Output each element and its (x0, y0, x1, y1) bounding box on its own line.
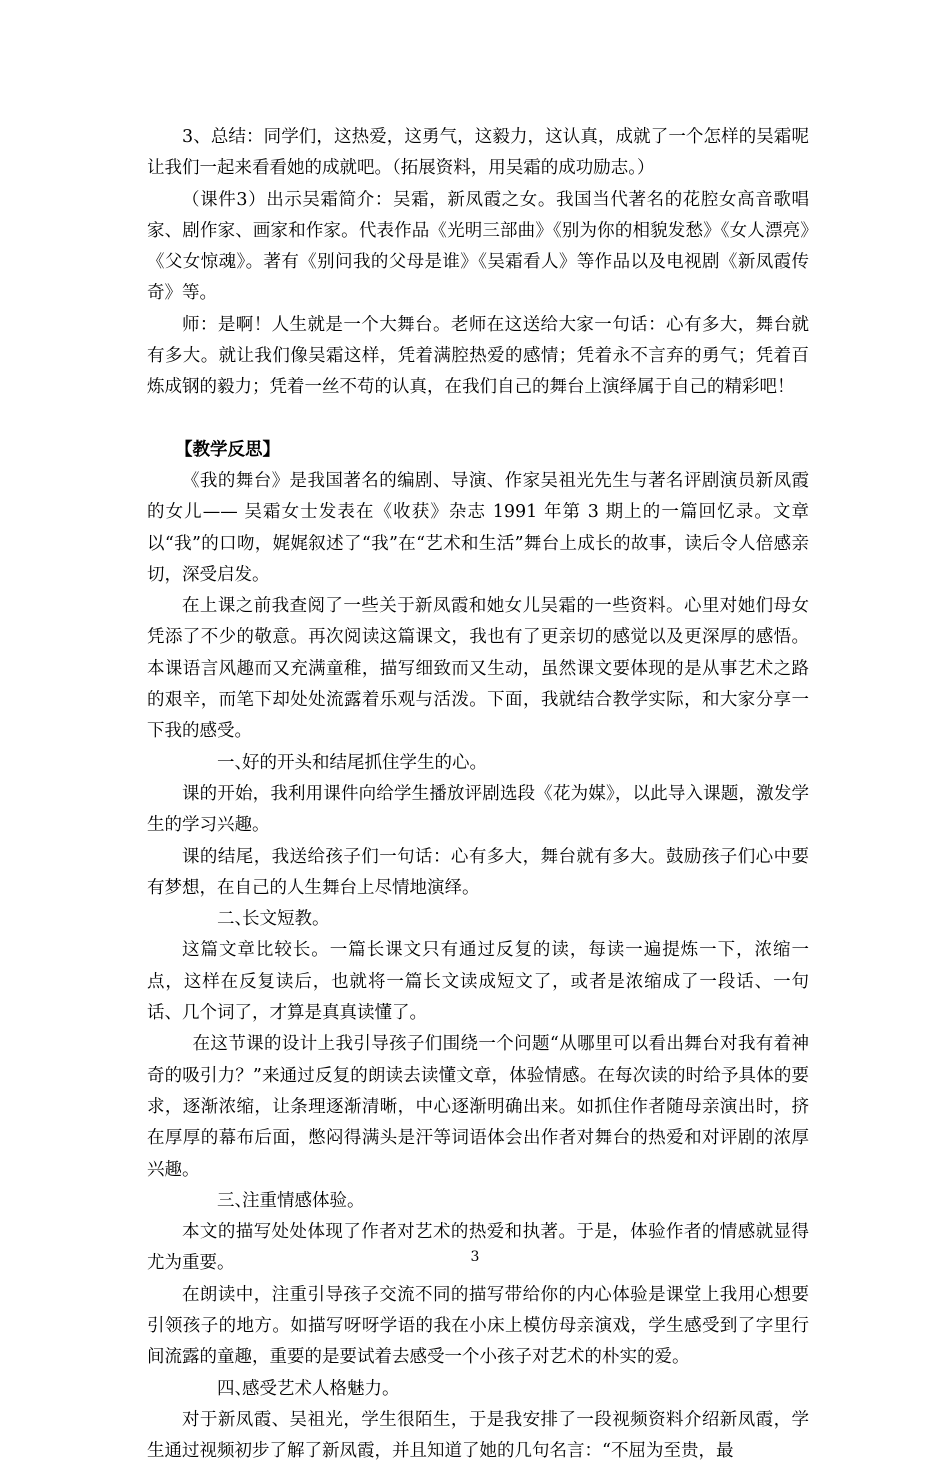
list-item-number: 三、 (217, 1190, 252, 1211)
section-heading-reflection: 【教学反思】 (175, 439, 280, 460)
list-item-1 (147, 748, 809, 779)
paragraph-long-text: 这篇文章比较长。一篇长课文只有通过反复的读，每读一遍提炼一下，浓缩一点，这样在反复读后，也就将一篇长文读成短文了，或者是浓缩成了一段话、一句话、几个词了，才算是真真读懂了。 (147, 940, 809, 1024)
list-item-number: 一、 (217, 752, 252, 773)
paragraph-summary: 3、总结：同学们，这热爱，这勇气，这毅力，这认真，成就了一个怎样的吴霜呢让我们一起来看看她的成就吧。（拓展资料，用吴霜的成功励志。） (147, 127, 809, 179)
paragraph-intro: 《我的舞台》是我国著名的编剧、导演、作家吴祖光先生与著名评剧演员新凤霞的女儿—— 吴霜女士发表在《收获》杂志 1991 年第 3 期上的一篇回忆录。文章以“我”的口吻，娓娓叙述了“我”在“艺术和生活”舞台上成长的故事，读后令人倍感亲切，深受启发。 (147, 470, 809, 585)
page-number: 3 (470, 1249, 480, 1265)
list-item-4 (147, 1374, 809, 1405)
paragraph-courseware: （课件3）出示吴霜简介：吴霜，新凤霞之女。我国当代著名的花腔女高音歌唱家、剧作家、画家和作家。代表作品《光明三部曲》《别为你的相貌发愁》《女人漂亮》《父女惊魂》。著有《别问我的父母是谁》《吴霜看人》等作品以及电视剧《新凤霞传奇》等。 (147, 189, 809, 304)
list-item-text: 注重情感体验。 (242, 1190, 365, 1211)
paragraph-video: 对于新凤霞、吴祖光，学生很陌生，于是我安排了一段视频资料介绍新凤霞，学生通过视频初步了解了新凤霞，并且知道了她的几句名言：“不屈为至贵，最 (147, 1409, 809, 1462)
document-body (147, 122, 809, 1467)
list-item-number: 二、 (217, 909, 252, 930)
list-item-text: 长文短教。 (242, 909, 330, 930)
list-item-2 (147, 904, 809, 935)
paragraph-ending: 课的结尾，我送给孩子们一句话：心有多大，舞台就有多大。鼓励孩子们心中要有梦想，在自己的人生舞台上尽情地演绎。 (147, 846, 809, 898)
paragraph-reading: 在朗读中，注重引导孩子交流不同的描写带给你的内心体验是课堂上我用心想要引领孩子的地方。如描写呀呀学语的我在小床上模仿母亲演戏，学生感受到了字里行间流露的童趣，重要的是要试着去感受一个小孩子对艺术的朴实的爱。 (147, 1284, 809, 1368)
list-item-3 (147, 1186, 809, 1217)
paragraph-preparation: 在上课之前我查阅了一些关于新凤霞和她女儿吴霜的一些资料。心里对她们母女凭添了不少的敬意。再次阅读这篇课文，我也有了更亲切的感觉以及更深厚的感悟。本课语言风趣而又充满童稚，描写细致而又生动，虽然课文要体现的是从事艺术之路的艰辛，而笔下却处处流露着乐观与活泼。下面，我就结合教学实际，和大家分享一下我的感受。 (147, 596, 809, 742)
paragraph-emotion: 本文的描写处处体现了作者对艺术的热爱和执著。于是，体验作者的情感就显得尤为重要。 (147, 1222, 809, 1274)
list-item-text: 好的开头和结尾抓住学生的心。 (242, 752, 487, 773)
paragraph-opening: 课的开始，我利用课件向给学生播放评剧选段《花为媒》，以此导入课题，激发学生的学习兴趣。 (147, 783, 809, 836)
paragraph-design: 在这节课的设计上我引导孩子们围绕一个问题“从哪里可以看出舞台对我有着神奇的吸引力？”来通过反复的朗读去读懂文章，体验情感。在每次读的时给予具体的要求，逐渐浓缩，让条理逐渐清晰，中心逐渐明确出来。如抓住作者随母亲演出时，挤在厚厚的幕布后面，憋闷得满头是汗等词语体会出作者对舞台的热爱和对评剧的浓厚兴趣。 (147, 1034, 809, 1180)
list-item-number: 四、 (217, 1378, 252, 1399)
paragraph-teacher-remark: 师：是啊！人生就是一个大舞台。老师在这送给大家一句话：心有多大，舞台就有多大。就让我们像吴霜这样，凭着满腔热爱的感情；凭着永不言弃的勇气；凭着百炼成钢的毅力；凭着一丝不苟的认真，在我们自己的舞台上演绎属于自己的精彩吧！ (147, 314, 809, 398)
list-item-text: 感受艺术人格魅力。 (242, 1378, 400, 1399)
